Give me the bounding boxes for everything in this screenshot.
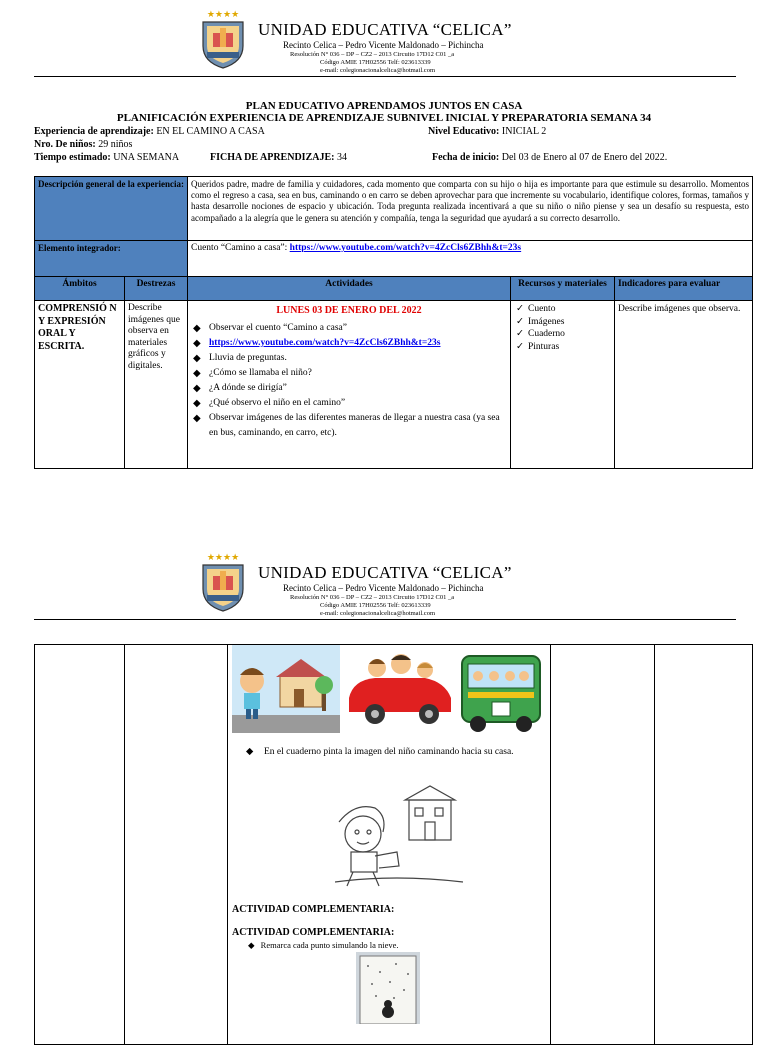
school-amie: Código AMIE 17H02556 Telf: 023613339	[320, 602, 431, 609]
family-car-illustration	[345, 648, 455, 732]
time-label: Tiempo estimado:	[34, 152, 111, 163]
school-crest-icon	[197, 8, 249, 70]
complementary-item-text: Remarca cada punto simulando la nieve.	[260, 940, 399, 950]
day-title: LUNES 03 DE ENERO DEL 2022	[276, 305, 422, 316]
resource-item: ✓ Cuaderno	[516, 329, 565, 339]
school-email: e-mail: colegionacionalcelica@hotmail.com	[320, 67, 435, 74]
school-crest-icon	[197, 551, 249, 613]
col-actividades: Actividades	[188, 277, 511, 301]
integrator-link[interactable]: https://www.youtube.com/watch?v=4ZcCls6ZBhh&t=23s	[289, 243, 522, 253]
planning-table	[34, 176, 753, 469]
date-label: Fecha de inicio:	[432, 152, 500, 163]
ambito-cell: COMPRENSIÓ N Y EXPRESIÓN ORAL Y ESCRITA.	[35, 301, 125, 469]
sheet-value: 34	[334, 152, 347, 163]
instruction-item	[246, 744, 536, 760]
col-indicadores: Indicadores para evaluar	[615, 277, 753, 301]
integrator-label: Elemento integrador:	[35, 241, 188, 277]
integrator-cell	[188, 241, 753, 277]
resources-cell-empty	[551, 645, 655, 1045]
snow-dots-worksheet-illustration	[356, 952, 420, 1024]
resources-list	[514, 303, 611, 353]
school-email: e-mail: colegionacionalcelica@hotmail.com	[320, 610, 435, 617]
level-label: Nivel Educativo:	[428, 126, 500, 137]
resource-item: ✓ Pinturas	[516, 341, 560, 352]
activity-item: ◆ ¿Cómo se llamaba el niño?	[193, 368, 312, 379]
children-value: 29 niños	[95, 139, 133, 150]
plan-title-2: PLANIFICACIÓN EXPERIENCIA DE APRENDIZAJE SUBNIVEL INICIAL Y PREPARATORIA SEMANA 34	[116, 112, 652, 124]
activity-item: ◆ Observar el cuento “Camino a casa”	[193, 323, 347, 334]
check-icon: ✓	[516, 329, 524, 339]
sheet-label: FICHA DE APRENDIZAJE:	[210, 152, 335, 163]
col-destrezas: Destrezas	[125, 277, 188, 301]
date-line	[432, 152, 667, 163]
resource-item: ✓ Imágenes	[516, 316, 565, 327]
children-label: Nro. De niños:	[34, 139, 96, 150]
indicator-cell: Describe imágenes que observa.	[615, 301, 753, 469]
plan-title-1: PLAN EDUCATIVO APRENDAMOS JUNTOS EN CASA	[245, 100, 523, 112]
complementary-item	[248, 940, 399, 951]
diamond-bullet-icon: ◆	[193, 398, 201, 409]
school-name: UNIDAD EDUCATIVA “CELICA”	[258, 563, 512, 582]
experience-label: Experiencia de aprendizaje:	[34, 126, 154, 137]
time-line	[34, 152, 179, 163]
activity-item: ◆ Observar imágenes de las diferentes maneras de llegar a nuestra casa (ya sea en bus, caminando, en carro, etc).	[193, 413, 500, 438]
activity-item: ◆ ¿Qué observo el niño en el camino”	[193, 398, 346, 409]
integrator-text: Cuento “Camino a casa”:	[191, 243, 290, 253]
svg-text:★★★★: ★★★★	[206, 552, 240, 562]
diamond-bullet-icon: ◆	[246, 747, 254, 757]
header-rule	[34, 76, 736, 77]
diamond-bullet-icon: ◆	[193, 383, 201, 394]
activity-item: ◆ Lluvia de preguntas.	[193, 353, 287, 364]
check-icon: ✓	[516, 341, 524, 352]
complementary-activity-title-2: ACTIVIDAD COMPLEMENTARIA:	[232, 927, 395, 938]
resources-cell	[511, 301, 615, 469]
ambito-cell-empty	[35, 645, 125, 1045]
sheet-line	[210, 152, 347, 163]
diamond-bullet-icon: ◆	[193, 323, 201, 334]
video-link[interactable]: https://www.youtube.com/watch?v=4ZcCls6ZBhh&t=23s	[209, 338, 441, 348]
description-text: Queridos padre, madre de familia y cuidadores, cada momento que comparta con su hijo o hija es importante para que estimule su desarrollo. Momentos como el regreso a casa, sea en bus, caminando o en carro se deben aprovechar para que incremente su vocabulario, identifique colores, formas, tamaños y hasta desarrolle nociones de espacio y ubicación. Toda pregunta realizada incentivará a que su niño o niño piense y sea un desafío su respuesta, esto acompañado a la alegría que le genera su atención y compañía, tenga la seguridad que ayudará a su correcto desarrollo.	[188, 177, 753, 241]
activity-item: ◆ ¿A dónde se dirigía”	[193, 383, 287, 394]
instruction-text: En el cuaderno pinta la imagen del niño caminando hacia su casa.	[264, 747, 514, 757]
coloring-child-house-illustration	[335, 782, 465, 892]
school-resolution: Resolución N° 036 – DP – CZ2 – 2013 Circuito 17D12 C01 _a	[290, 51, 455, 58]
time-value: UNA SEMANA	[110, 152, 180, 163]
school-name: UNIDAD EDUCATIVA “CELICA”	[258, 20, 512, 39]
resource-item: ✓ Cuento	[516, 304, 556, 314]
complementary-activity-title-1: ACTIVIDAD COMPLEMENTARIA:	[232, 904, 395, 915]
diamond-bullet-icon: ◆	[193, 413, 201, 424]
date-value: Del 03 de Enero al 07 de Enero del 2022.	[499, 152, 668, 163]
col-ambitos: Ámbitos	[35, 277, 125, 301]
bus-illustration	[458, 650, 544, 736]
check-icon: ✓	[516, 316, 524, 327]
activity-item	[191, 336, 507, 351]
activities-cell	[188, 301, 511, 469]
diamond-bullet-icon: ◆	[248, 940, 255, 950]
children-line	[34, 139, 132, 150]
school-campus: Recinto Celica – Pedro Vicente Maldonado – Pichincha	[283, 40, 484, 50]
col-recursos: Recursos y materiales	[511, 277, 615, 301]
diamond-bullet-icon: ◆	[193, 368, 201, 379]
school-campus: Recinto Celica – Pedro Vicente Maldonado – Pichincha	[283, 583, 484, 593]
diamond-bullet-icon: ◆	[193, 353, 201, 364]
activities-list	[191, 321, 507, 441]
level-line	[428, 126, 546, 137]
diamond-bullet-icon: ◆	[193, 338, 201, 349]
child-walking-illustration	[232, 645, 340, 733]
svg-text:★★★★: ★★★★	[206, 9, 240, 19]
indicator-cell-empty	[655, 645, 753, 1045]
experience-value: EN EL CAMINO A CASA	[153, 126, 265, 137]
check-icon: ✓	[516, 304, 524, 314]
description-label: Descripción general de la experiencia:	[35, 177, 188, 241]
school-amie: Código AMIE 17H02556 Telf: 023613339	[320, 59, 431, 66]
school-resolution: Resolución N° 036 – DP – CZ2 – 2013 Circuito 17D12 C01 _a	[290, 594, 455, 601]
level-value: INICIAL 2	[499, 126, 547, 137]
destreza-cell-empty	[125, 645, 228, 1045]
destreza-cell: Describe imágenes que observa en materiales gráficos y digitales.	[125, 301, 188, 469]
header-rule	[34, 619, 736, 620]
experience-line	[34, 126, 265, 137]
